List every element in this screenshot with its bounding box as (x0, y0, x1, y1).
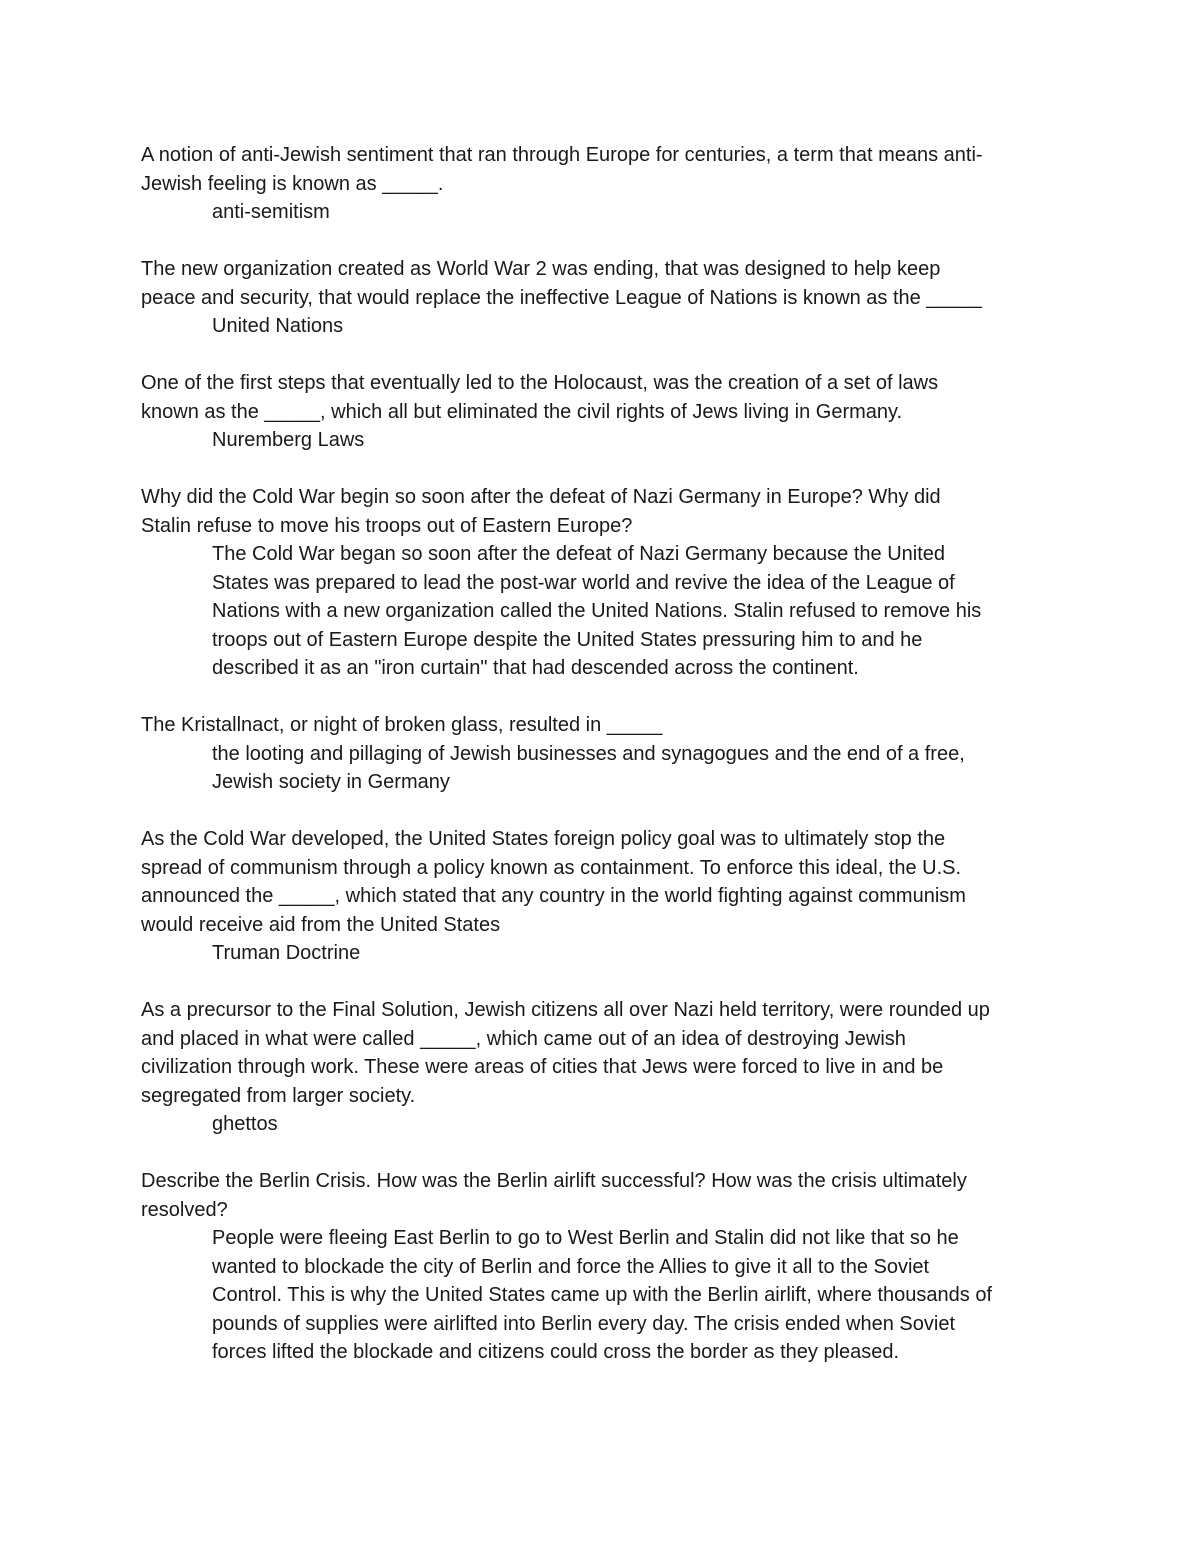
question-text (141, 711, 1071, 740)
question-line: A notion of anti-Jewish sentiment that ran through Europe for centuries, a term that means anti- (141, 144, 983, 166)
answer-line: wanted to blockade the city of Berlin and force the Allies to give it all to the Soviet (212, 1255, 930, 1278)
answer-line: States was prepared to lead the post-war world and revive the idea of the League of (212, 571, 955, 594)
question-line: Jewish feeling is known as _____. (141, 172, 444, 195)
question-line: and placed in what were called _____, which came out of an idea of destroying Jewish (141, 1027, 906, 1050)
qa-block (141, 711, 1071, 797)
question-line: civilization through work. These were areas of cities that Jews were forced to live in and be (141, 1056, 944, 1078)
question-line: peace and security, that would replace the ineffective League of Nations is known as the _____ (141, 286, 982, 309)
question-text (141, 996, 1071, 1110)
question-line: Stalin refuse to move his troops out of Eastern Europe? (141, 514, 633, 537)
answer-line: Control. This is why the United States came up with the Berlin airlift, where thousands of (212, 1284, 993, 1306)
qa-block (141, 825, 1071, 968)
question-line: As the Cold War developed, the United States foreign policy goal was to ultimately stop the (141, 828, 946, 850)
answer-text (141, 312, 1071, 341)
answer-text (141, 1224, 1071, 1367)
question-line: As a precursor to the Final Solution, Jewish citizens all over Nazi held territory, were rounded up (141, 999, 990, 1021)
question-line: The Kristallnact, or night of broken glass, resulted in _____ (141, 714, 663, 736)
answer-line: Jewish society in Germany (212, 771, 450, 793)
answer-line: The Cold War began so soon after the defeat of Nazi Germany because the United (212, 543, 946, 565)
answer-text (141, 426, 1071, 455)
answer-text (141, 198, 1071, 227)
answer-text (141, 740, 1071, 797)
answer-line: Truman Doctrine (212, 942, 361, 964)
question-line: One of the first steps that eventually led to the Holocaust, was the creation of a set of laws (141, 372, 939, 394)
answer-line: anti-semitism (212, 201, 330, 223)
answer-line: ghettos (212, 1113, 278, 1135)
question-line: The new organization created as World War 2 was ending, that was designed to help keep (141, 258, 941, 280)
answer-line: Nations with a new organization called the United Nations. Stalin refused to remove his (212, 600, 982, 622)
answer-line: forces lifted the blockade and citizens could cross the border as they pleased. (212, 1341, 900, 1363)
answer-line: People were fleeing East Berlin to go to West Berlin and Stalin did not like that so he (212, 1227, 959, 1249)
qa-block (141, 255, 1071, 341)
question-line: spread of communism through a policy known as containment. To enforce this ideal, the U.S. (141, 856, 962, 879)
qa-block (141, 483, 1071, 683)
question-line: announced the _____, which stated that any country in the world fighting against communism (141, 885, 966, 907)
answer-text (141, 939, 1071, 968)
question-line: would receive aid from the United States (141, 913, 501, 936)
qa-block (141, 141, 1071, 227)
question-text (141, 825, 1071, 939)
question-line: Why did the Cold War begin so soon after the defeat of Nazi Germany in Europe? Why did (141, 486, 941, 508)
question-text (141, 1167, 1071, 1224)
question-text (141, 369, 1071, 426)
question-text (141, 141, 1071, 198)
answer-text (141, 540, 1071, 683)
qa-block (141, 1167, 1071, 1367)
question-line: Describe the Berlin Crisis. How was the Berlin airlift successful? How was the crisis ultimately (141, 1170, 967, 1192)
answer-text (141, 1110, 1071, 1139)
question-line: known as the _____, which all but eliminated the civil rights of Jews living in Germany. (141, 400, 903, 423)
document-body (141, 141, 1071, 1395)
qa-block (141, 996, 1071, 1139)
question-line: resolved? (141, 1198, 228, 1221)
answer-line: the looting and pillaging of Jewish businesses and synagogues and the end of a free, (212, 742, 965, 765)
question-text (141, 483, 1071, 540)
question-text (141, 255, 1071, 312)
answer-line: described it as an "iron curtain" that had descended across the continent. (212, 657, 859, 679)
answer-line: pounds of supplies were airlifted into Berlin every day. The crisis ended when Soviet (212, 1312, 955, 1335)
question-line: segregated from larger society. (141, 1084, 416, 1107)
answer-line: troops out of Eastern Europe despite the United States pressuring him to and he (212, 628, 923, 651)
qa-block (141, 369, 1071, 455)
answer-line: Nuremberg Laws (212, 429, 365, 451)
answer-line: United Nations (212, 315, 344, 337)
